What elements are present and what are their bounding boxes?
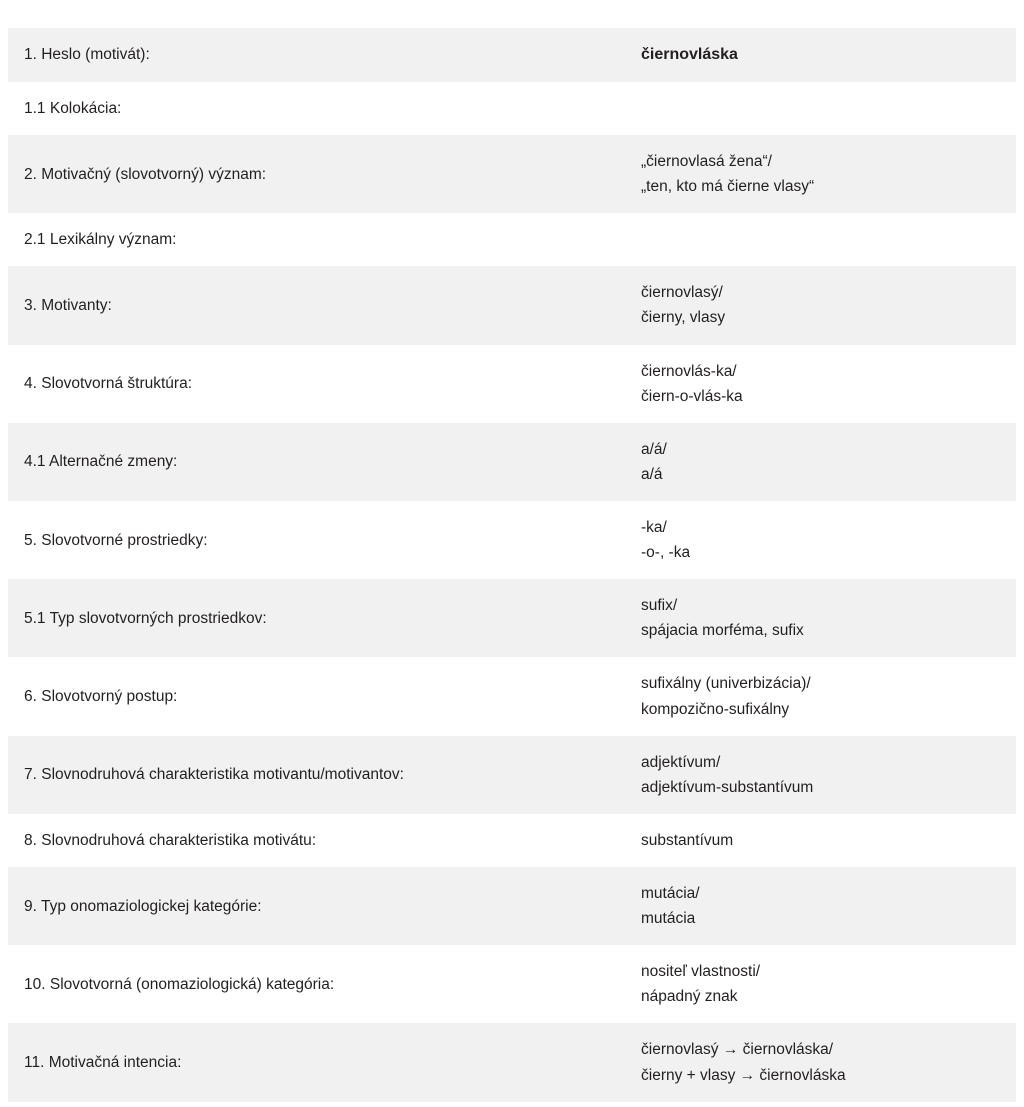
value-line: čiernovláska — [641, 46, 738, 63]
row-value — [637, 736, 1016, 814]
value-line: spájacia morféma, sufix — [641, 622, 804, 640]
value-line: nositeľ vlastnosti/ — [641, 963, 761, 981]
value-line: sufixálny (univerbizácia)/ — [641, 675, 811, 693]
value-line: a/á — [641, 465, 663, 483]
table-row — [8, 736, 1016, 814]
row-value — [637, 423, 1016, 501]
table-row — [8, 82, 1016, 135]
row-value — [637, 135, 1016, 213]
row-label: 9. Typ onomaziologickej kategórie: — [24, 897, 262, 915]
row-label: 7. Slovnodruhová charakteristika motivantu/motivantov: — [24, 766, 404, 784]
row-value — [637, 28, 1016, 82]
row-value — [637, 867, 1016, 945]
row-value — [637, 213, 1016, 266]
row-value — [637, 501, 1016, 579]
table-row — [8, 213, 1016, 266]
row-value — [637, 1023, 1016, 1101]
value-line: substantívum — [641, 831, 734, 849]
value-line: „ten, kto má čierne vlasy“ — [641, 178, 815, 196]
row-label: 6. Slovotvorný postup: — [24, 687, 178, 705]
value-line: sufix/ — [641, 597, 678, 615]
value-line: čiernovlasý/ — [641, 284, 723, 302]
row-label: 1.1 Kolokácia: — [24, 99, 122, 117]
value-line: nápadný znak — [641, 988, 738, 1006]
row-label: 5.1 Typ slovotvorných prostriedkov: — [24, 609, 267, 627]
table-row — [8, 28, 1016, 82]
table-body — [8, 28, 1016, 1102]
value-line: a/á/ — [641, 440, 667, 458]
value-line: adjektívum/ — [641, 753, 721, 771]
table-row — [8, 501, 1016, 579]
row-label: 1. Heslo (motivát): — [24, 46, 150, 64]
table-row — [8, 867, 1016, 945]
table-row — [8, 423, 1016, 501]
row-value — [637, 82, 1016, 135]
row-label: 3. Motivanty: — [24, 296, 112, 314]
value-line: „čiernovlasá žena“/ — [641, 153, 772, 171]
row-label: 4.1 Alternačné zmeny: — [24, 453, 178, 471]
value-line: kompozično-sufixálny — [641, 700, 790, 718]
row-value — [637, 266, 1016, 344]
table-row — [8, 135, 1016, 213]
table-row — [8, 657, 1016, 735]
value-line: čiernovlasý → čiernovláska/ — [641, 1041, 834, 1059]
row-label: 4. Slovotvorná štruktúra: — [24, 375, 192, 393]
row-value — [637, 579, 1016, 657]
table-row — [8, 814, 1016, 867]
value-line: mutácia — [641, 910, 696, 928]
row-value — [637, 657, 1016, 735]
table-row — [8, 1023, 1016, 1101]
row-value — [637, 814, 1016, 867]
table-row — [8, 579, 1016, 657]
row-label: 8. Slovnodruhová charakteristika motivátu: — [24, 831, 317, 849]
word-formation-entry-table — [8, 28, 1016, 1102]
value-line: čiernovlás-ka/ — [641, 362, 737, 380]
table-row — [8, 345, 1016, 423]
value-line: čierny, vlasy — [641, 309, 726, 327]
value-line: -ka/ — [641, 519, 667, 536]
value-line: čiern-o-vlás-ka — [641, 387, 743, 405]
row-label: 2.1 Lexikálny význam: — [24, 231, 177, 249]
row-label: 2. Motivačný (slovotvorný) význam: — [24, 165, 267, 183]
table-row — [8, 945, 1016, 1023]
row-value — [637, 945, 1016, 1023]
value-line: čierny + vlasy → čiernovláska — [641, 1066, 846, 1084]
row-label: 11. Motivačná intencia: — [24, 1053, 182, 1071]
row-value — [637, 345, 1016, 423]
value-line: -o-, -ka — [641, 544, 691, 562]
value-line: adjektívum-substantívum — [641, 778, 814, 796]
row-label: 10. Slovotvorná (onomaziologická) kategória: — [24, 975, 335, 993]
value-line: mutácia/ — [641, 884, 700, 902]
row-label: 5. Slovotvorné prostriedky: — [24, 531, 208, 549]
table-row — [8, 266, 1016, 344]
